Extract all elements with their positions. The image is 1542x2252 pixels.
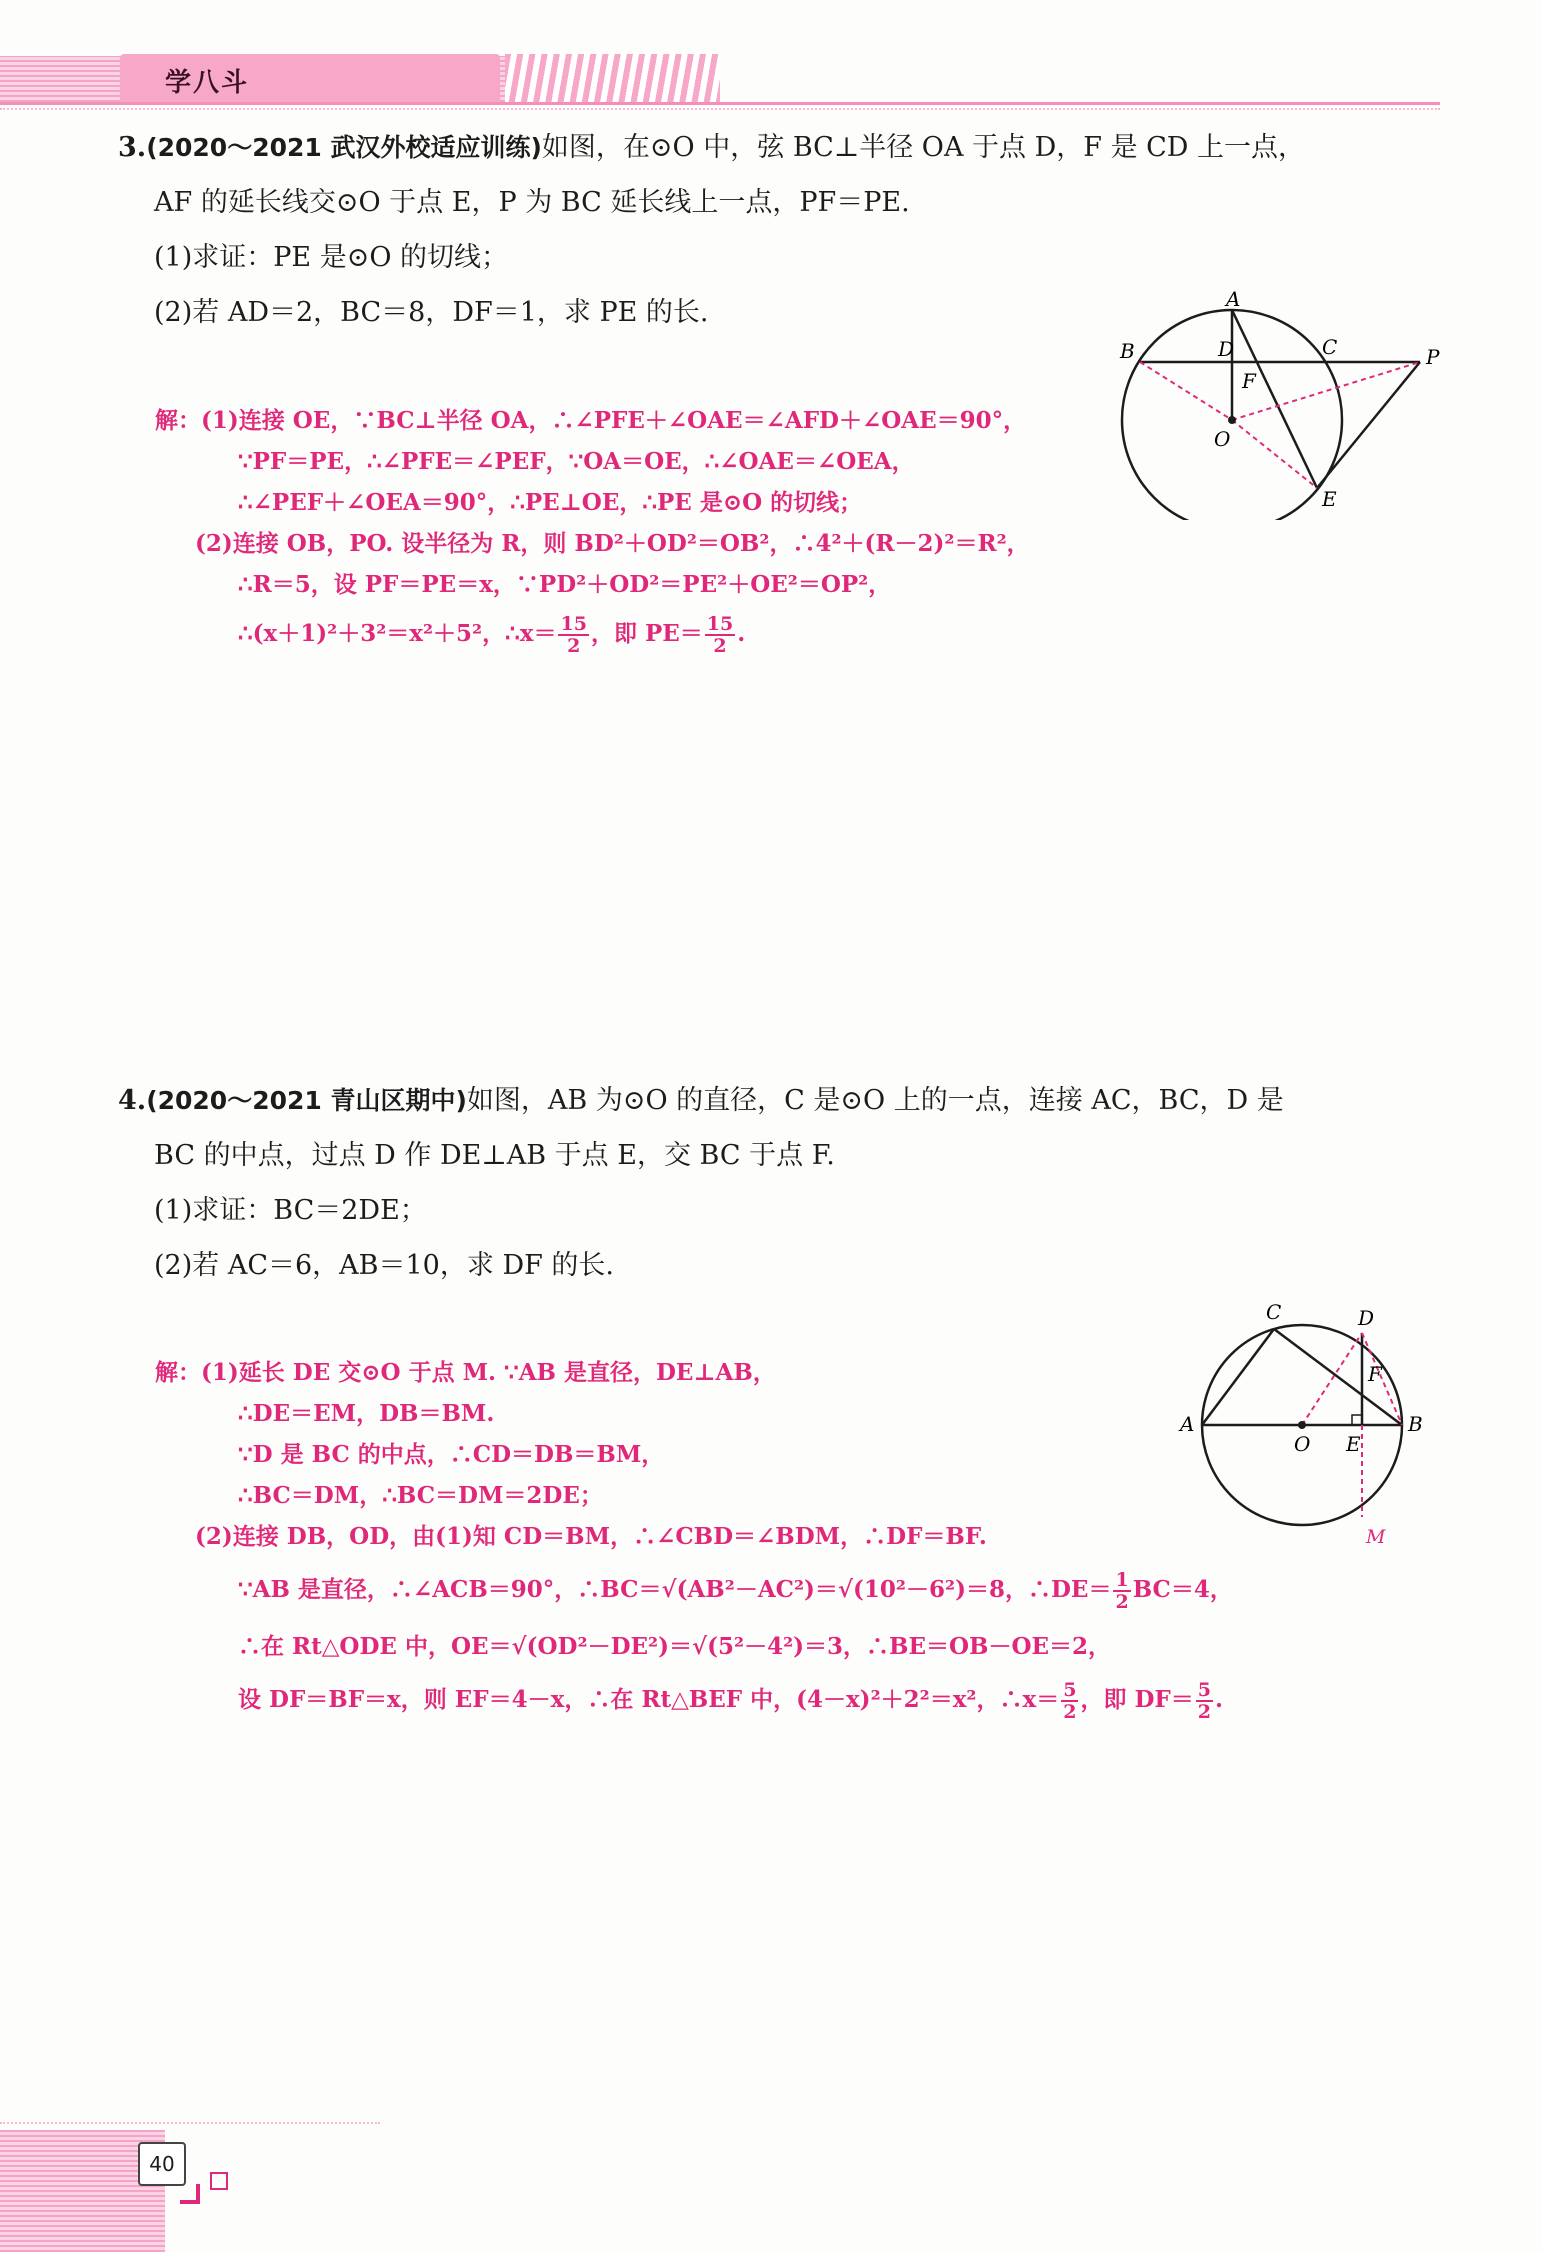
problem-4-solution — [155, 1352, 1233, 1722]
label-f: F — [1368, 1362, 1382, 1386]
page-footer — [0, 2120, 380, 2252]
solution-4-line-5: (2)连接 DB，OD，由(1)知 CD＝BM，∴∠CBD＝∠BDM，∴DF＝BF. — [195, 1523, 987, 1550]
label-d: D — [1358, 1306, 1375, 1330]
fraction-df — [1196, 1680, 1213, 1722]
dashed-oe — [1232, 420, 1317, 488]
solution-3-line-1: 解：(1)连接 OE，∵BC⊥半径 OA，∴∠PFE＋∠OAE＝∠AFD＋∠OAE＝90°， — [155, 407, 1027, 434]
dashed-ob — [1140, 362, 1232, 420]
label-d: D — [1218, 337, 1235, 361]
label-p: P — [1426, 345, 1440, 369]
label-c: C — [1322, 335, 1338, 359]
point-o — [1228, 416, 1236, 424]
solution-4-text-a: ∵AB 是直径，∴∠ACB＝90°，∴BC＝√(AB²－AC²)＝√(10²－6²)＝8，∴DE＝ — [238, 1576, 1112, 1603]
label-b: B — [1408, 1412, 1423, 1436]
dashed-od — [1302, 1333, 1362, 1425]
solution-4-text-b: BC＝4， — [1132, 1576, 1233, 1603]
solution-4-line-3: ∵D 是 BC 的中点，∴CD＝DB＝BM， — [238, 1441, 665, 1468]
right-angle-mark — [1352, 1415, 1362, 1425]
problem-3-line-1 — [118, 120, 1305, 175]
fraction-pe — [705, 614, 735, 656]
problem-4-part-2: (2)若 AC＝6，AB＝10，求 DF 的长. — [154, 1250, 614, 1281]
label-m: M — [1366, 1526, 1386, 1545]
label-f: F — [1242, 369, 1256, 393]
label-o: O — [1294, 1432, 1311, 1456]
problem-3-figure — [1110, 290, 1450, 520]
fraction-numerator: 15 — [560, 613, 587, 635]
problem-4-text: 如图，AB 为⊙O 的直径，C 是⊙O 上的一点，连接 AC，BC，D 是 — [466, 1085, 1284, 1116]
solution-4-line-2: ∴DE＝EM，DB＝BM. — [238, 1400, 495, 1427]
solution-3-line-3: ∴∠PEF＋∠OEA＝90°，∴PE⊥OE，∴PE 是⊙O 的切线； — [238, 489, 863, 516]
fraction-denominator: 2 — [1063, 1701, 1077, 1723]
solution-4-text-d: ，即 DF＝ — [1080, 1686, 1194, 1713]
solution-4-line-6 — [155, 1569, 1233, 1612]
solution-3-line-5: ∴R＝5，设 PF＝PE＝x，∵PD²＋OD²＝PE²＋OE²＝OP²， — [238, 571, 892, 598]
header-dotted-line — [0, 108, 1440, 110]
fraction-x — [558, 614, 588, 656]
solution-4-text-c: 设 DF＝BF＝x，则 EF＝4－x，∴在 Rt△BEF 中，(4－x)²＋2²＝x²，∴x＝ — [238, 1686, 1060, 1713]
problem-3-source: (2020～2021 武汉外校适应训练) — [146, 133, 542, 162]
problem-4-line-2: BC 的中点，过点 D 作 DE⊥AB 于点 E，交 BC 于点 F. — [154, 1140, 835, 1171]
fraction-denominator: 2 — [713, 635, 727, 657]
segment-bc — [1274, 1329, 1402, 1425]
solution-3-text-b: ，即 PE＝ — [590, 620, 703, 647]
label-a: A — [1226, 290, 1241, 311]
label-e: E — [1346, 1432, 1361, 1456]
solution-4-line-4: ∴BC＝DM，∴BC＝DM＝2DE； — [238, 1482, 603, 1509]
solution-3-line-4: (2)连接 OB，PO. 设半径为 R，则 BD²＋OD²＝OB²，∴4²＋(R－2)²＝R²， — [195, 530, 1030, 557]
page-header — [0, 50, 1440, 110]
page-corner-mark — [180, 2184, 200, 2204]
solution-4-text-e: . — [1214, 1686, 1223, 1713]
problem-4-source: (2020～2021 青山区期中) — [146, 1086, 467, 1115]
fraction-numerator: 5 — [1063, 1679, 1077, 1701]
label-c: C — [1266, 1300, 1282, 1324]
fraction-denominator: 2 — [567, 635, 581, 657]
solution-3-line-2: ∵PF＝PE，∴∠PFE＝∠PEF，∵OA＝OE，∴∠OAE＝∠OEA， — [238, 448, 915, 475]
solution-3-text-a: ∴(x＋1)²＋3²＝x²＋5²，∴x＝ — [238, 620, 557, 647]
label-a: A — [1180, 1412, 1195, 1436]
problem-3-number: 3. — [118, 132, 147, 163]
problem-4 — [118, 1073, 1284, 1293]
solution-4-line-8 — [155, 1679, 1233, 1722]
label-o: O — [1214, 427, 1231, 451]
point-o — [1298, 1421, 1306, 1429]
fraction-numerator: 1 — [1115, 1569, 1129, 1591]
fraction-x — [1061, 1680, 1078, 1722]
fraction-numerator: 5 — [1197, 1679, 1211, 1701]
header-diagonal-stripes — [505, 54, 720, 104]
page-number: 40 — [138, 2142, 186, 2186]
fraction-half — [1113, 1570, 1130, 1612]
problem-4-part-1: (1)求证：BC＝2DE； — [154, 1195, 427, 1226]
segment-pe — [1317, 362, 1420, 488]
solution-3-text-c: . — [737, 620, 746, 647]
fraction-denominator: 2 — [1115, 1591, 1129, 1613]
header-rule — [0, 102, 1440, 105]
label-b: B — [1120, 339, 1135, 363]
label-e: E — [1322, 487, 1337, 511]
problem-3-part-1: (1)求证：PE 是⊙O 的切线； — [154, 242, 509, 273]
problem-3-line-2: AF 的延长线交⊙O 于点 E，P 为 BC 延长线上一点，PF＝PE. — [154, 187, 910, 218]
solution-4-line-7: ∴在 Rt△ODE 中，OE＝√(OD²－DE²)＝√(5²－4²)＝3，∴BE＝OB－OE＝2， — [238, 1633, 1112, 1660]
problem-4-line-1 — [118, 1073, 1284, 1128]
problem-3-part-2: (2)若 AD＝2，BC＝8，DF＝1，求 PE 的长. — [154, 297, 709, 328]
footer-dotted-line — [0, 2122, 380, 2124]
page-square-mark — [210, 2172, 228, 2190]
problem-3-solution — [155, 400, 1030, 656]
header-title: 学八斗 — [165, 68, 250, 98]
solution-3-line-6 — [155, 613, 1030, 656]
solution-4-line-1: 解：(1)延长 DE 交⊙O 于点 M. ∵AB 是直径，DE⊥AB， — [155, 1359, 776, 1386]
problem-4-number: 4. — [118, 1085, 147, 1116]
fraction-numerator: 15 — [706, 613, 734, 635]
fraction-denominator: 2 — [1197, 1701, 1211, 1723]
problem-3-text: 如图，在⊙O 中，弦 BC⊥半径 OA 于点 D，F 是 CD 上一点， — [541, 132, 1306, 163]
